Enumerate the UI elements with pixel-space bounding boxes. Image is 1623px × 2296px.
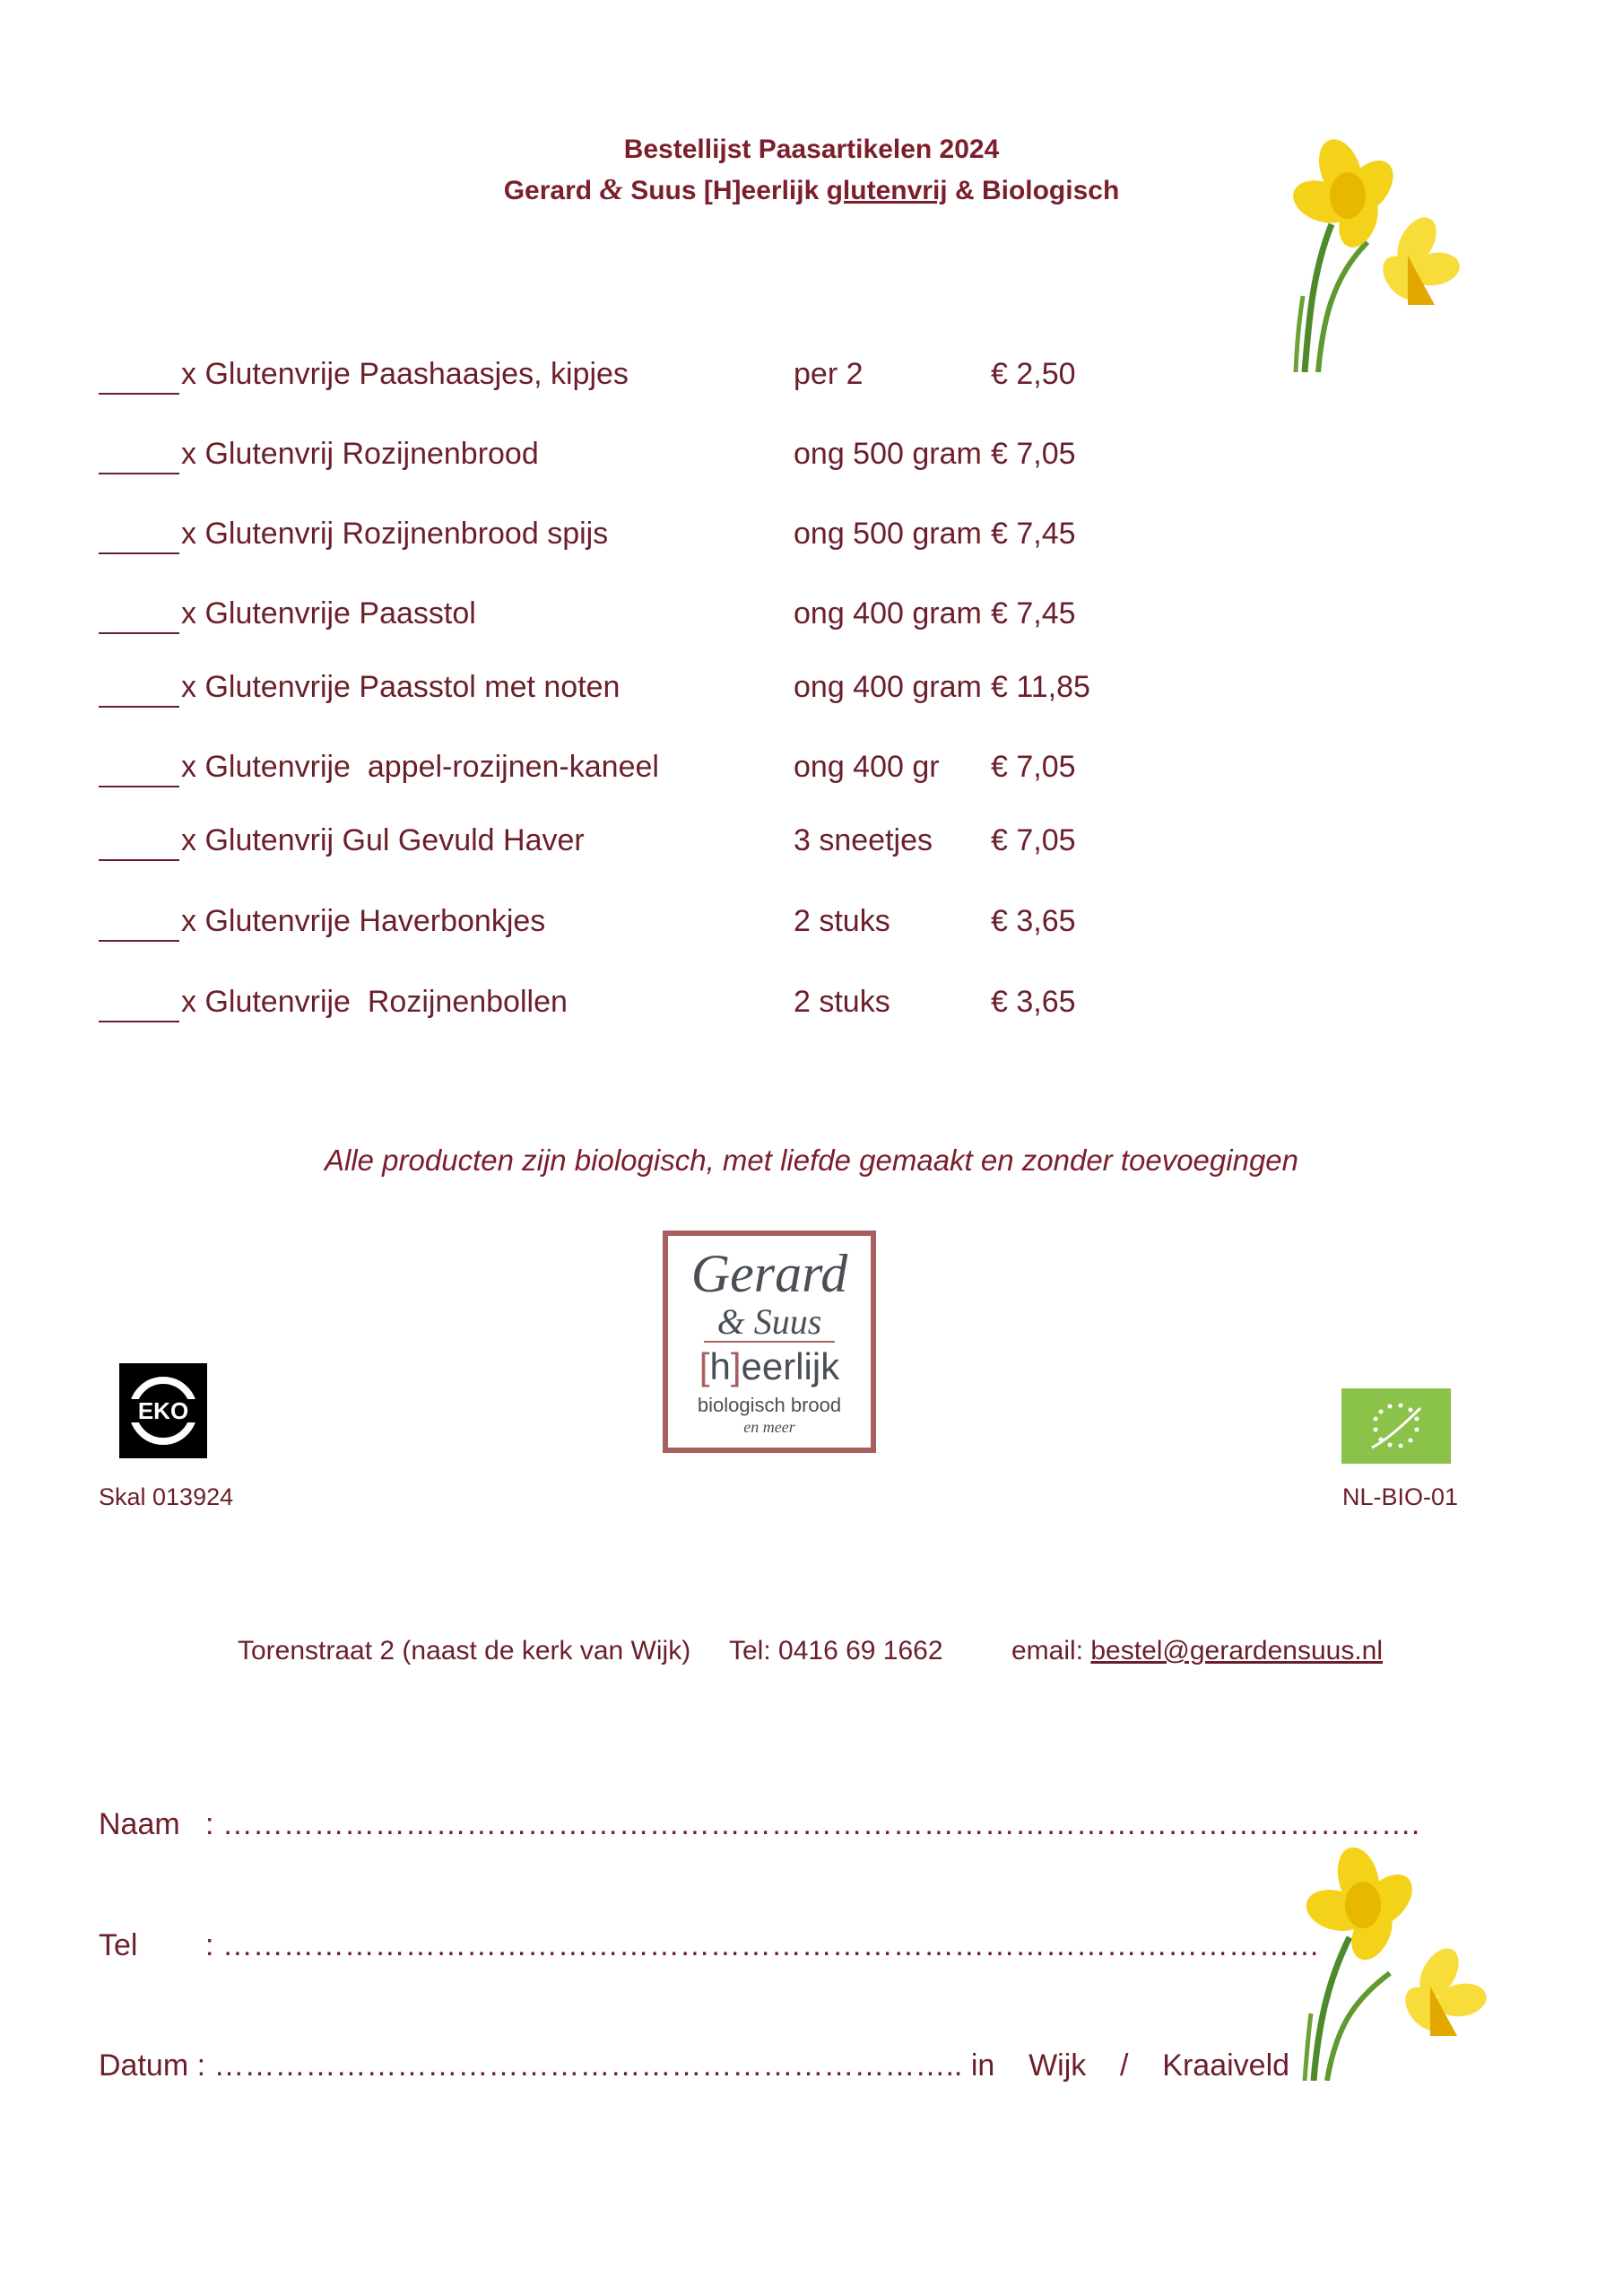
product-name: x Glutenvrij Rozijnenbrood (181, 437, 539, 471)
brand-h: h (709, 1345, 731, 1387)
product-price: € 3,65 (991, 985, 1076, 1019)
product-name: x Glutenvrije Haverbonkjes (181, 904, 546, 938)
quantity-blank[interactable] (99, 823, 179, 861)
product-name: x Glutenvrij Gul Gevuld Haver (181, 823, 585, 857)
tagline: Alle producten zijn biologisch, met liefde gemaakt en zonder toevoegingen (324, 1144, 1299, 1177)
quantity-blank[interactable] (99, 517, 179, 554)
name-field[interactable]: Naam : ………………………………………………………………………………………………………. (99, 1807, 1420, 1841)
product-quantity: ong 500 gram (794, 517, 982, 551)
quantity-blank[interactable] (99, 985, 179, 1022)
eu-organic-logo (1341, 1388, 1451, 1464)
quantity-blank[interactable] (99, 904, 179, 942)
email-link[interactable]: bestel@gerardensuus.nl (1090, 1636, 1384, 1665)
brand-name-line2: & Suus (716, 1301, 822, 1342)
subtitle-part: & Biologisch (947, 176, 1120, 205)
brand-heerlijk (668, 1345, 871, 1388)
contact-email (1011, 1636, 1383, 1666)
product-quantity: ong 400 gr (794, 750, 940, 784)
brand-rest: eerlijk (741, 1345, 840, 1387)
date-field[interactable]: Datum : ……………………………………………………………….. in Wijk / Kraaiveld (99, 2048, 1290, 2083)
product-quantity: ong 400 gram (794, 596, 982, 631)
subtitle-part: Gerard (503, 176, 600, 205)
product-price: € 11,85 (991, 670, 1090, 704)
contact-address: Torenstraat 2 (naast de kerk van Wijk) (238, 1636, 691, 1665)
daffodil-top-image (1278, 135, 1471, 372)
brand-logo (663, 1231, 876, 1453)
tel-field[interactable]: Tel : ……………………………………………………………………………………………… (99, 1928, 1320, 1962)
eu-leaf-icon (1341, 1388, 1451, 1464)
product-name: x Glutenvrije Rozijnenbollen (181, 985, 568, 1019)
product-name: x Glutenvrije Paashaasjes, kipjes (181, 357, 629, 391)
product-name: x Glutenvrij Rozijnenbrood spijs (181, 517, 609, 551)
product-name: x Glutenvrije appel-rozijnen-kaneel (181, 750, 659, 784)
eko-logo (119, 1363, 207, 1458)
bracket: ] (730, 1345, 742, 1387)
product-quantity: 2 stuks (794, 904, 890, 938)
product-price: € 2,50 (991, 357, 1076, 391)
quantity-blank[interactable] (99, 357, 179, 395)
product-quantity: ong 500 gram (794, 437, 982, 471)
quantity-blank[interactable] (99, 670, 179, 708)
quantity-blank[interactable] (99, 750, 179, 787)
subtitle-underlined: glutenvrij (826, 176, 948, 205)
bracket: [ (699, 1345, 710, 1387)
eko-text: EKO (137, 1397, 189, 1424)
product-price: € 7,05 (991, 750, 1076, 784)
product-price: € 7,45 (991, 517, 1076, 551)
brand-tagline: biologisch brood (697, 1394, 842, 1416)
brand-name-line1: Gerard (690, 1244, 848, 1303)
product-price: € 7,45 (991, 596, 1076, 631)
brand-divider (704, 1341, 835, 1343)
product-name: x Glutenvrije Paasstol (181, 596, 476, 631)
product-price: € 3,65 (991, 904, 1076, 938)
skal-number: Skal 013924 (99, 1483, 234, 1510)
contact-phone: Tel: 0416 69 1662 (729, 1636, 943, 1665)
product-quantity: ong 400 gram (794, 670, 982, 704)
subtitle-ampersand: & (599, 173, 623, 206)
eko-icon (119, 1363, 207, 1458)
quantity-blank[interactable] (99, 437, 179, 474)
product-quantity: 2 stuks (794, 985, 890, 1019)
brand-tagline-small: en meer (743, 1418, 795, 1436)
product-quantity: 3 sneetjes (794, 823, 933, 857)
quantity-blank[interactable] (99, 596, 179, 634)
product-price: € 7,05 (991, 823, 1076, 857)
daffodil-bottom-image (1291, 1848, 1497, 2081)
page-title: Bestellijst Paasartikelen 2024 (623, 135, 1000, 164)
nl-bio-code: NL-BIO-01 (1342, 1483, 1459, 1510)
subtitle-part: Suus [H]eerlijk (622, 176, 827, 205)
product-price: € 7,05 (991, 437, 1076, 471)
product-quantity: per 2 (794, 357, 864, 391)
email-label: email: (1011, 1636, 1091, 1665)
product-name: x Glutenvrije Paasstol met noten (181, 670, 621, 704)
